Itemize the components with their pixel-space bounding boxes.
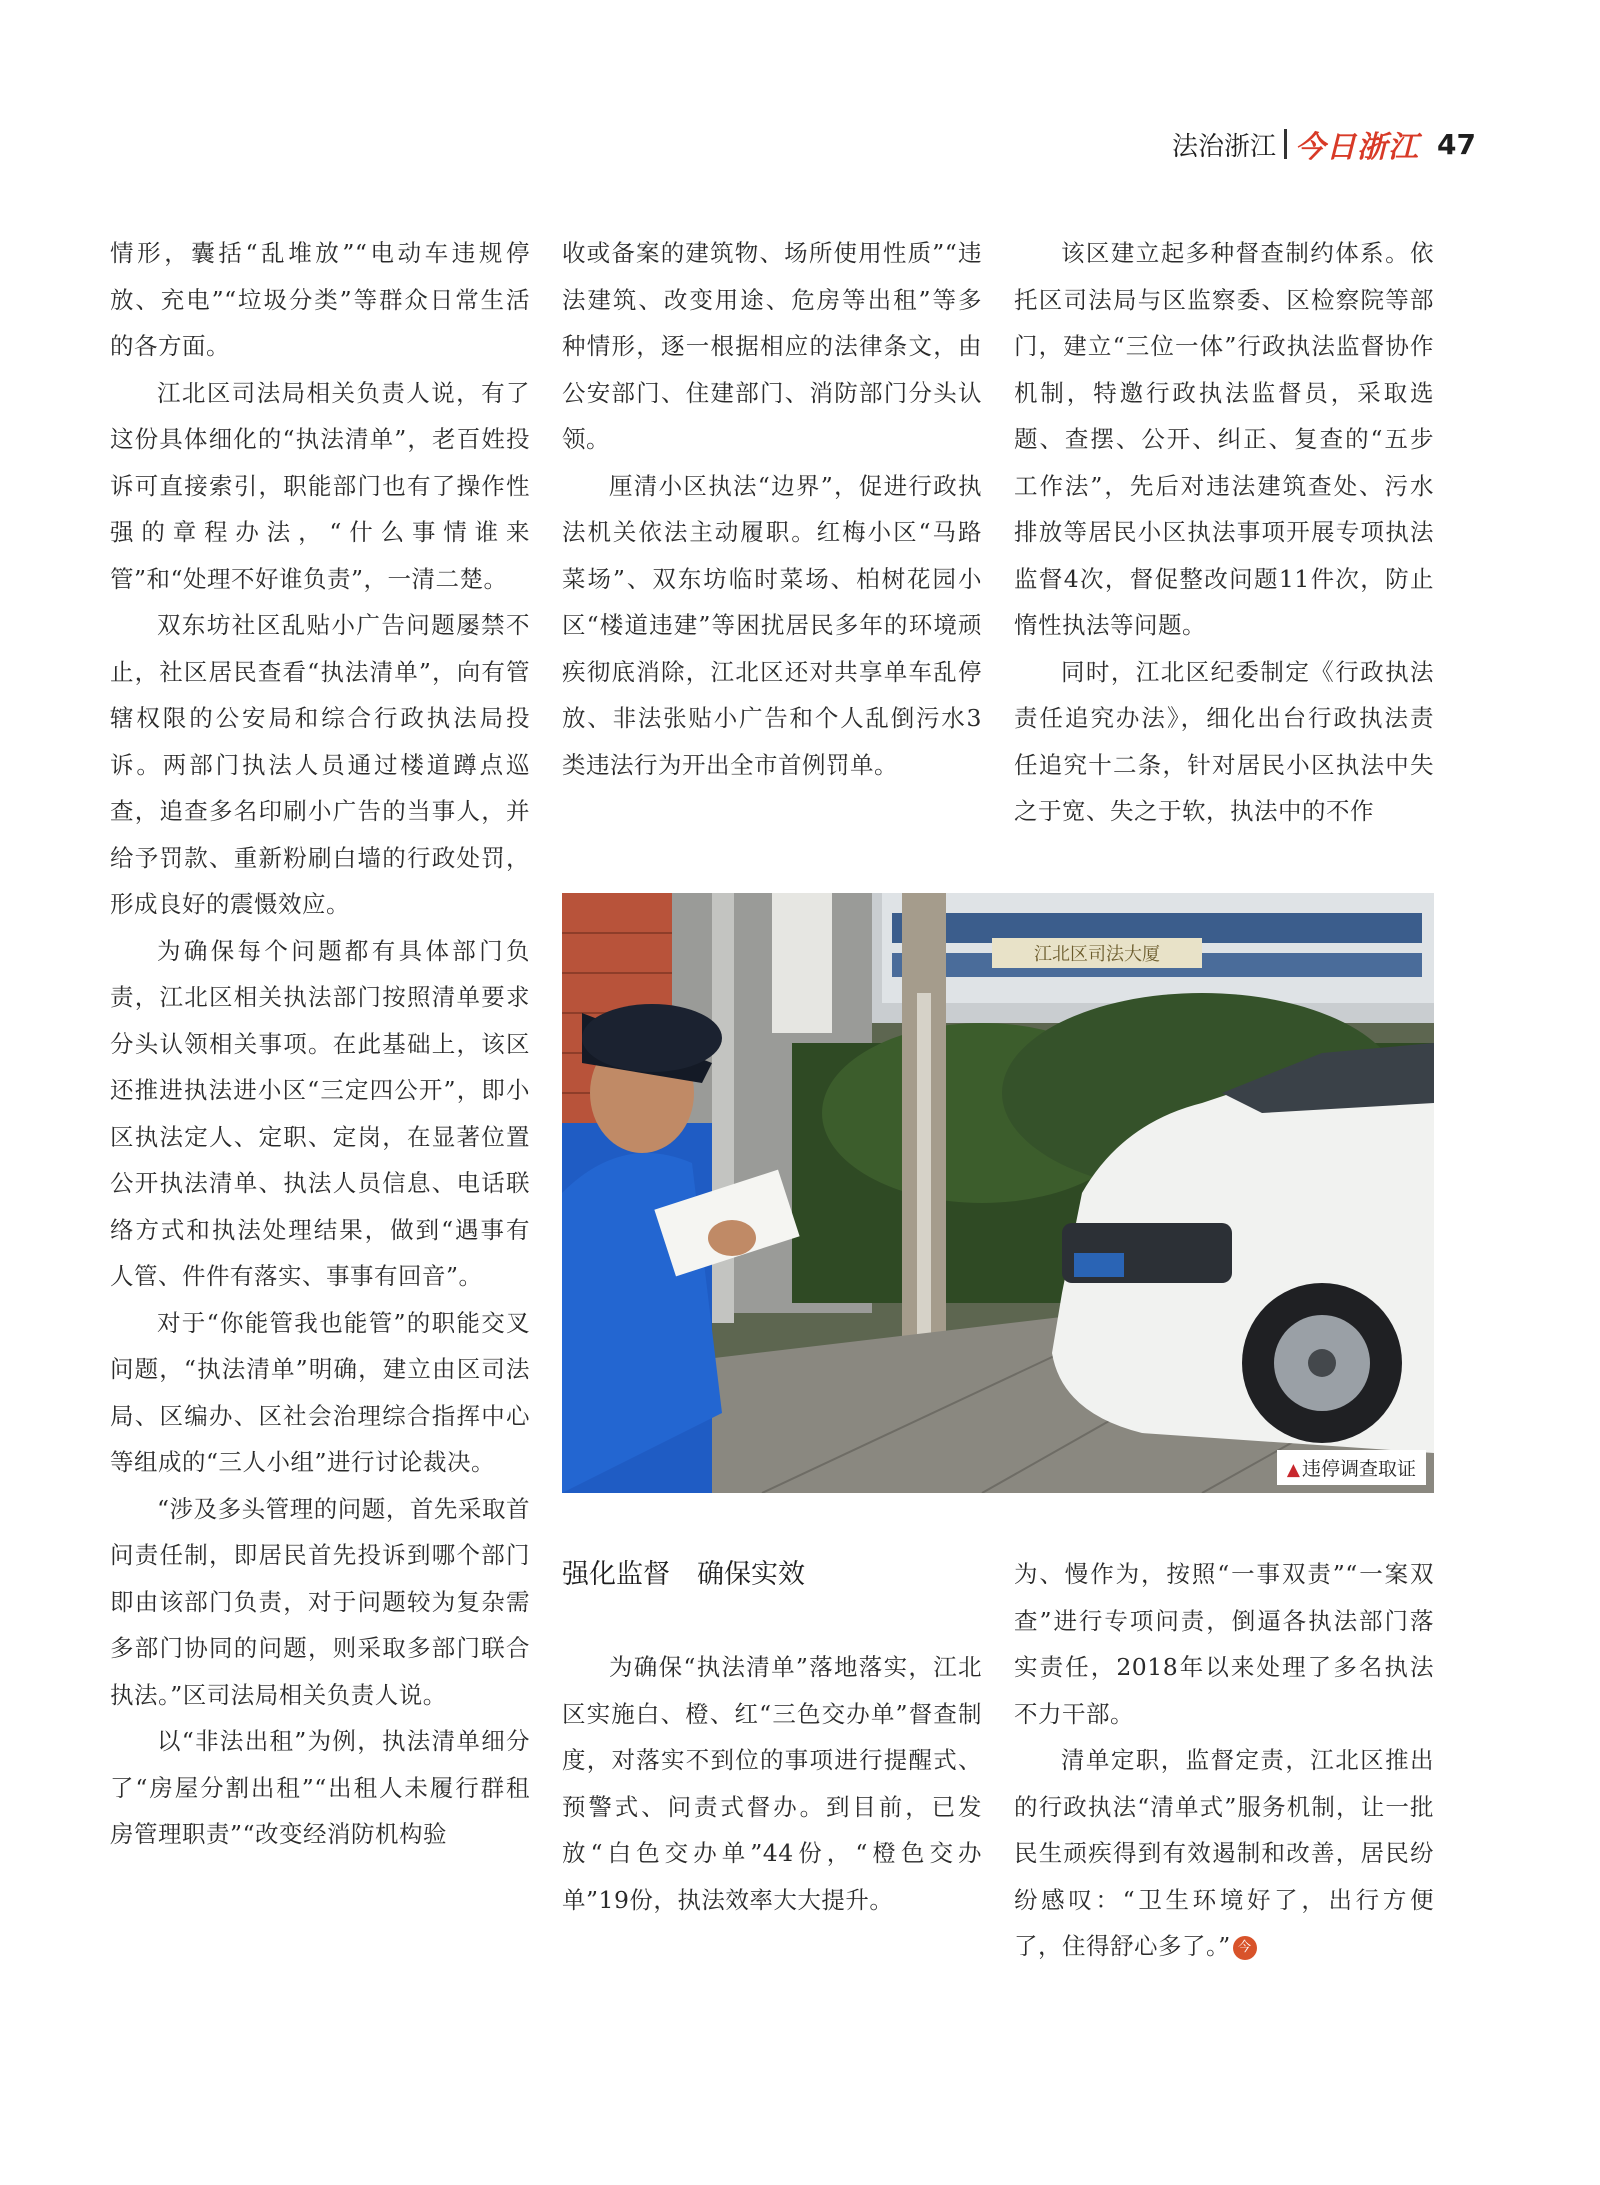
- paragraph: 同时，江北区纪委制定《行政执法责任追究办法》，细化出台行政执法责任追究十二条，针对居民小区执法中失之于宽、失之于软，执法中的不作: [1014, 657, 1434, 825]
- article-column-1: [110, 230, 530, 1858]
- header-divider: [1284, 129, 1287, 159]
- photo-caption: [1277, 1450, 1426, 1485]
- paragraph: 厘清小区执法“边界”，促进行政执法机关依法主动履职。红梅小区“马路菜场”、双东坊临时菜场、柏树花园小区“楼道违建”等困扰居民多年的环境顽疾彻底消除，江北区还对共享单车乱停放、非法张贴小广告和个人乱倒污水3类违法行为开出全市首例罚单。: [562, 471, 982, 779]
- section-subheading: 强化监督 确保实效: [562, 1559, 805, 1590]
- caption-text: 违停调查取证: [1301, 1458, 1416, 1480]
- article-column-2-bottom: [562, 1644, 982, 1923]
- paragraph-text: 清单定职，监督定责，江北区推出的行政执法“清单式”服务机制，让一批民生顽疾得到有效遏制和改善，居民纷纷感叹：“卫生环境好了，出行方便了，住得舒心多了。”: [1014, 1746, 1434, 1960]
- triangle-icon: ▲: [1286, 1460, 1300, 1480]
- end-mark-icon: 今: [1233, 1936, 1257, 1960]
- paragraph: 江北区司法局相关负责人说，有了这份具体细化的“执法清单”，老百姓投诉可直接索引，职能部门也有了操作性强的章程办法，“什么事情谁来管”和“处理不好谁负责”，一清二楚。: [110, 378, 530, 593]
- paragraph: 收或备案的建筑物、场所使用性质”“违法建筑、改变用途、危房等出租”等多种情形，逐一根据相应的法律条文，由公安部门、住建部门、消防部门分头认领。: [562, 239, 982, 453]
- article-photo: [562, 893, 1434, 1493]
- page-header: [1172, 122, 1476, 166]
- paragraph: 为确保“执法清单”落地落实，江北区实施白、橙、红“三色交办单”督查制度，对落实不到位的事项进行提醒式、预警式、问责式督办。到目前，已发放“白色交办单”44份，“橙色交办单”19份，执法效率大大提升。: [562, 1653, 982, 1914]
- page-number: 47: [1437, 127, 1476, 161]
- photo-illustration: [562, 893, 1434, 1493]
- building-signboard: 江北区司法大厦: [1034, 944, 1160, 965]
- section-title: 法治浙江: [1172, 131, 1277, 162]
- paragraph: 双东坊社区乱贴小广告问题屡禁不止，社区居民查看“执法清单”，向有管辖权限的公安局和综合行政执法局投诉。两部门执法人员通过楼道蹲点巡查，追查多名印刷小广告的当事人，并给予罚款、重新粉刷白墙的行政处罚，形成良好的震慑效应。: [110, 611, 530, 918]
- paragraph: 为、慢作为，按照“一事双责”“一案双查”进行专项问责，倒逼各执法部门落实责任，2018年以来处理了多名执法不力干部。: [1014, 1560, 1434, 1728]
- paragraph-last: [1014, 1737, 1434, 1970]
- article-column-3-bottom: [1014, 1551, 1434, 1970]
- article-column-3-top: [1014, 230, 1434, 835]
- paragraph: 为确保每个问题都有具体部门负责，江北区相关执法部门按照清单要求分头认领相关事项。在此基础上，该区还推进执法进小区“三定四公开”，即小区执法定人、定职、定岗，在显著位置公开执法清单、执法人员信息、电话联络方式和执法处理结果，做到“遇事有人管、件件有落实、事事有回音”。: [110, 936, 530, 1290]
- magazine-logo: 今日浙江: [1295, 130, 1420, 165]
- paragraph: 以“非法出租”为例，执法清单细分了“房屋分割出租”“出租人未履行群租房管理职责”“改变经消防机构验: [110, 1727, 530, 1848]
- paragraph: 对于“你能管我也能管”的职能交叉问题，“执法清单”明确，建立由区司法局、区编办、区社会治理综合指挥中心等组成的“三人小组”进行讨论裁决。: [110, 1308, 530, 1476]
- paragraph: 情形，囊括“乱堆放”“电动车违规停放、充电”“垃圾分类”等群众日常生活的各方面。: [110, 239, 530, 360]
- article-column-2-top: [562, 230, 982, 788]
- paragraph: “涉及多头管理的问题，首先采取首问责任制，即居民首先投诉到哪个部门即由该部门负责，对于问题较为复杂需多部门协同的问题，则采取多部门联合执法。”区司法局相关负责人说。: [110, 1494, 530, 1709]
- paragraph: 该区建立起多种督查制约体系。依托区司法局与区监察委、区检察院等部门，建立“三位一体”行政执法监督协作机制，特邀行政执法监督员，采取选题、查摆、公开、纠正、复查的“五步工作法”，先后对违法建筑查处、污水排放等居民小区执法事项开展专项执法监督4次，督促整改问题11件次，防止惰性执法等问题。: [1014, 239, 1434, 639]
